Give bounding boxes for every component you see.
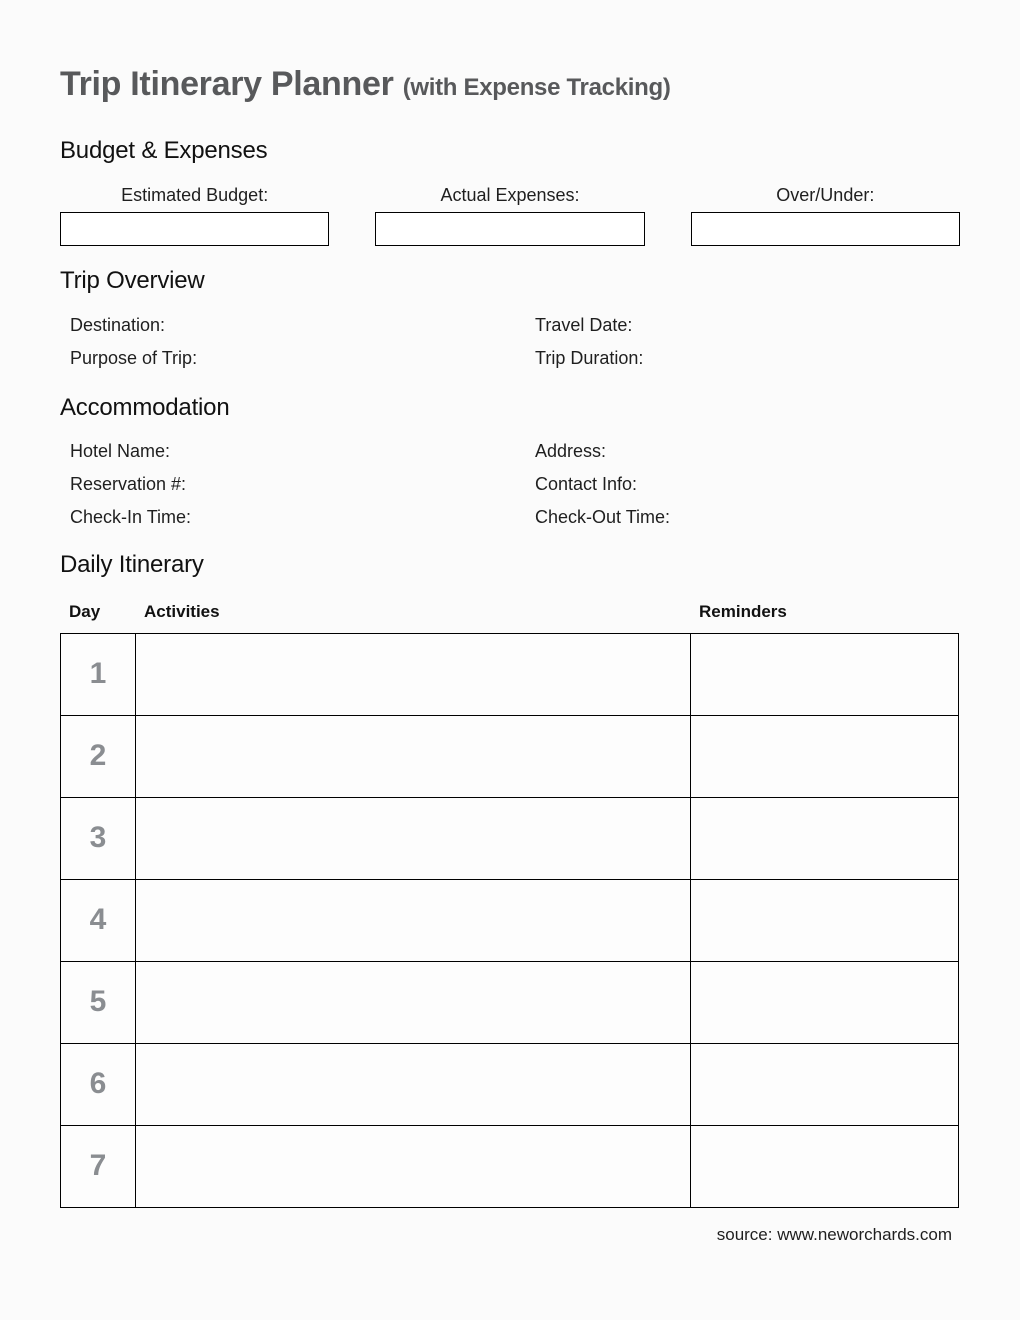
reminders-cell[interactable] xyxy=(691,961,959,1043)
trip-overview-fields xyxy=(60,316,960,367)
day-number: 3 xyxy=(61,797,136,879)
accommodation-section xyxy=(60,394,960,527)
daily-itinerary-section xyxy=(60,551,960,1208)
page-title-subtitle: (with Expense Tracking) xyxy=(402,74,671,101)
table-row xyxy=(61,797,959,879)
page-title-main: Trip Itinerary Planner xyxy=(60,65,394,103)
activities-cell[interactable] xyxy=(136,715,691,797)
reminders-cell[interactable] xyxy=(691,633,959,715)
reminders-cell[interactable] xyxy=(691,1043,959,1125)
reservation-number-label: Reservation #: xyxy=(70,474,187,495)
over-under-field xyxy=(691,186,960,246)
day-number: 5 xyxy=(61,961,136,1043)
itinerary-table xyxy=(60,633,959,1208)
estimated-budget-input[interactable] xyxy=(60,212,329,246)
table-row xyxy=(61,633,959,715)
estimated-budget-field xyxy=(60,186,329,246)
activities-cell[interactable] xyxy=(136,1125,691,1207)
day-number: 6 xyxy=(61,1043,136,1125)
actual-expenses-label: Actual Expenses: xyxy=(440,184,580,205)
day-number: 7 xyxy=(61,1125,136,1207)
reminders-column-header: Reminders xyxy=(699,601,787,621)
table-row xyxy=(61,879,959,961)
table-row xyxy=(61,715,959,797)
activities-cell[interactable] xyxy=(136,633,691,715)
day-number: 2 xyxy=(61,715,136,797)
trip-overview-heading: Trip Overview xyxy=(60,266,205,294)
estimated-budget-label: Estimated Budget: xyxy=(121,184,269,205)
over-under-label: Over/Under: xyxy=(776,184,875,205)
destination-label: Destination: xyxy=(70,314,166,335)
activities-cell[interactable] xyxy=(136,797,691,879)
contact-info-label: Contact Info: xyxy=(535,474,638,495)
actual-expenses-field xyxy=(375,186,644,246)
table-row xyxy=(61,1043,959,1125)
trip-overview-section xyxy=(60,267,960,367)
reminders-cell[interactable] xyxy=(691,797,959,879)
reminders-cell[interactable] xyxy=(691,879,959,961)
reminders-cell[interactable] xyxy=(691,1125,959,1207)
address-label: Address: xyxy=(535,441,607,462)
page-title xyxy=(60,66,960,103)
check-in-time-label: Check-In Time: xyxy=(70,507,192,528)
check-out-time-label: Check-Out Time: xyxy=(535,507,671,528)
trip-duration-label: Trip Duration: xyxy=(535,347,644,368)
day-column-header: Day xyxy=(69,601,101,621)
table-row xyxy=(61,961,959,1043)
budget-fields-row xyxy=(60,186,960,246)
hotel-name-label: Hotel Name: xyxy=(70,441,171,462)
budget-heading: Budget & Expenses xyxy=(60,137,268,165)
actual-expenses-input[interactable] xyxy=(375,212,644,246)
day-number: 1 xyxy=(61,633,136,715)
table-row xyxy=(61,1125,959,1207)
activities-cell[interactable] xyxy=(136,961,691,1043)
itinerary-column-headers xyxy=(60,603,960,620)
reminders-cell[interactable] xyxy=(691,715,959,797)
activities-cell[interactable] xyxy=(136,879,691,961)
travel-date-label: Travel Date: xyxy=(535,314,633,335)
daily-itinerary-heading: Daily Itinerary xyxy=(60,551,204,579)
activities-cell[interactable] xyxy=(136,1043,691,1125)
over-under-input[interactable] xyxy=(691,212,960,246)
budget-section xyxy=(60,137,960,246)
activities-column-header: Activities xyxy=(144,601,220,621)
accommodation-heading: Accommodation xyxy=(60,393,230,421)
day-number: 4 xyxy=(61,879,136,961)
purpose-of-trip-label: Purpose of Trip: xyxy=(70,347,198,368)
source-attribution: source: www.neworchards.com xyxy=(716,1224,952,1244)
accommodation-fields xyxy=(60,442,960,526)
